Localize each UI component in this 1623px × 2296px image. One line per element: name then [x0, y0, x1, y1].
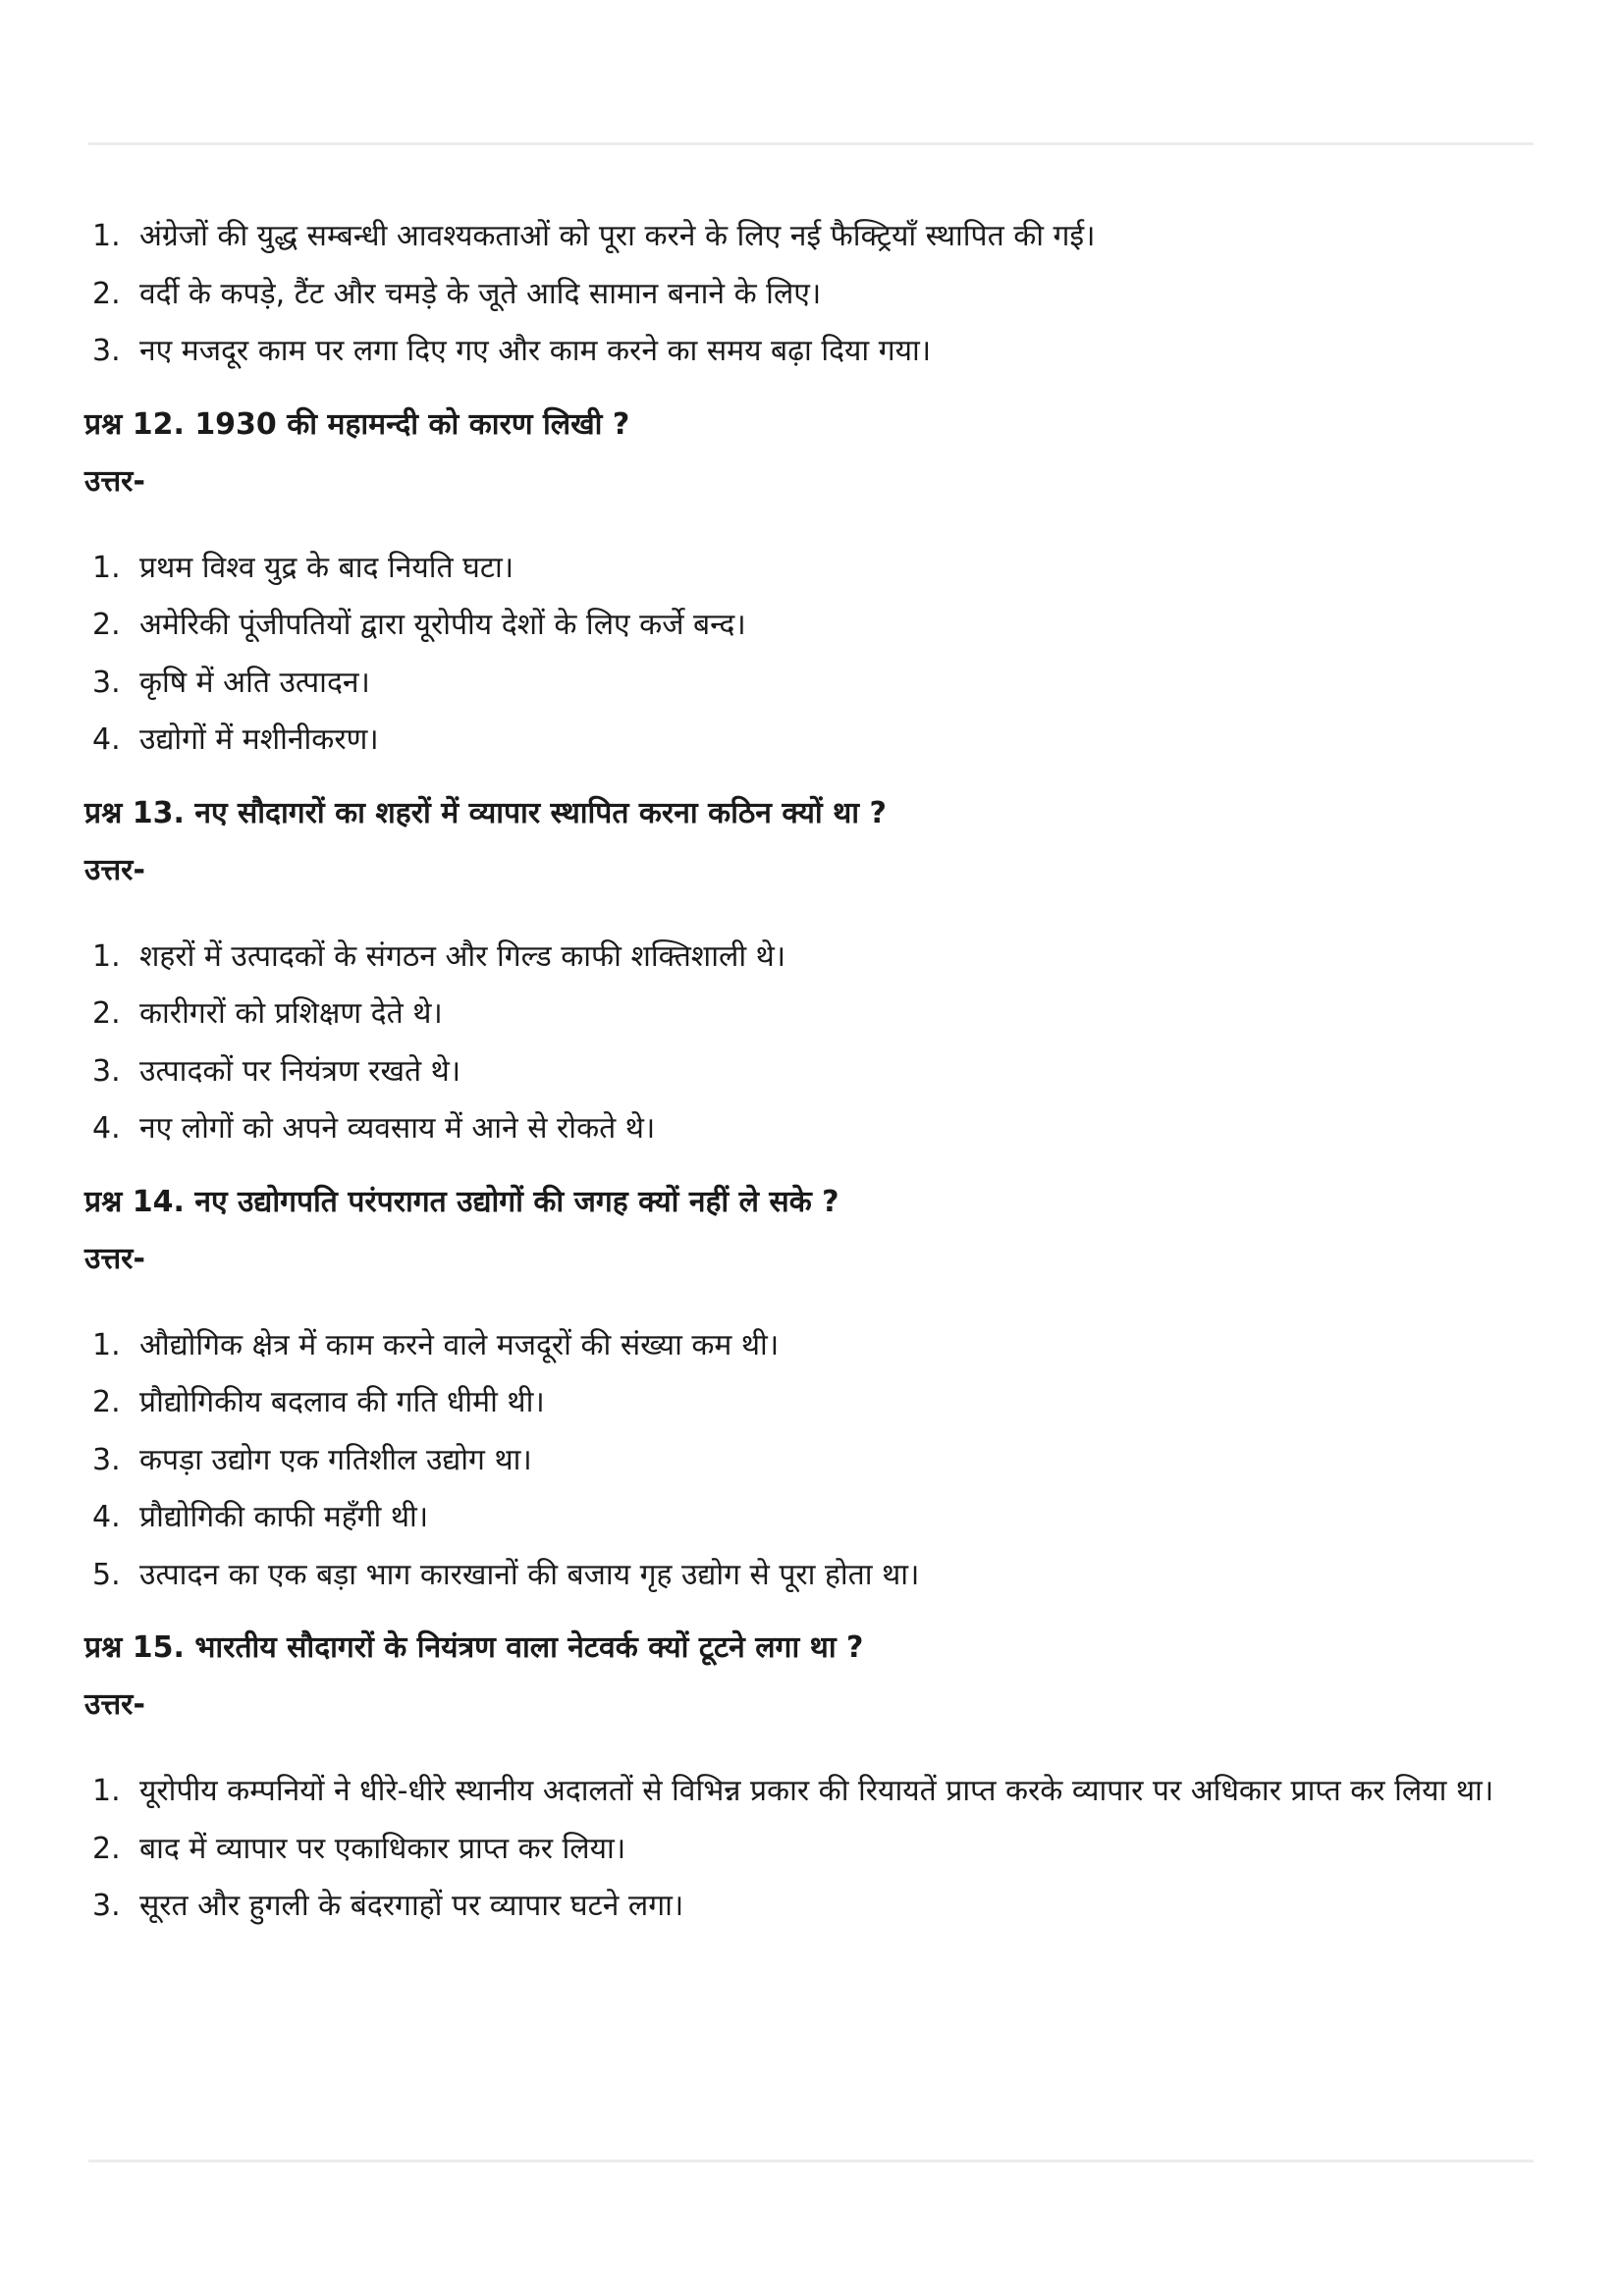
item-number: 3. [92, 1053, 121, 1089]
item-text: कृषि में अति उत्पादन। [139, 665, 370, 700]
item-text: औद्योगिक क्षेत्र में काम करने वाले मजदूरों की संख्या कम थी। [139, 1327, 780, 1362]
answer-list [84, 929, 1538, 1158]
item-text: प्रौद्योगिकी काफी महँगी थी। [139, 1500, 429, 1534]
list-item [84, 540, 1538, 598]
item-number: 4. [92, 1500, 121, 1534]
item-number: 1. [92, 219, 121, 253]
question-heading: प्रश्न 14. नए उद्योगपति परंपरागत उद्योगों की जगह क्यों नहीं ले सके ? [84, 1184, 839, 1219]
item-text: प्रौद्योगिकीय बदलाव की गति धीमी थी। [139, 1385, 545, 1419]
item-text: उत्पादन का एक बड़ा भाग कारखानों की बजाय गृह उद्योग से पूरा होता था। [139, 1557, 920, 1592]
item-number: 1. [92, 550, 121, 585]
item-number: 4. [92, 722, 121, 757]
item-text: अंग्रेजों की युद्ध सम्बन्धी आवश्यकताओं को पूरा करने के लिए नई फैक्ट्रियाँ स्थापित की गई। [139, 219, 1096, 253]
answer-block-continued [84, 208, 1538, 381]
question-block-14 [84, 1174, 1538, 1605]
list-item [84, 986, 1538, 1043]
list-item [84, 1763, 1538, 1821]
item-text: अमेरिकी पूंजीपतियों द्वारा यूरोपीय देशों के लिए कर्जे बन्द। [139, 608, 746, 642]
question-block-15 [84, 1620, 1538, 1936]
list-item [84, 929, 1538, 987]
answer-label: उत्तर- [84, 1241, 145, 1276]
bottom-divider [88, 2160, 1534, 2163]
item-number: 2. [92, 276, 121, 311]
answer-label: उत्तर- [84, 463, 145, 499]
item-text: प्रथम विश्व युद्र के बाद नियति घटा। [139, 550, 514, 585]
list-item [84, 655, 1538, 713]
list-item [84, 1547, 1538, 1605]
question-heading: प्रश्न 13. नए सौदागरों का शहरों में व्यापार स्थापित करना कठिन क्यों था ? [84, 795, 887, 830]
item-text: नए मजदूर काम पर लगा दिए गए और काम करने का समय बढ़ा दिया गया। [139, 334, 932, 368]
list-item [84, 1100, 1538, 1158]
answer-list [84, 1317, 1538, 1605]
list-item [84, 208, 1538, 266]
list-item [84, 1432, 1538, 1490]
question-block-13 [84, 785, 1538, 1158]
list-item [84, 597, 1538, 655]
item-number: 1. [92, 938, 121, 974]
list-item [84, 1043, 1538, 1101]
item-text: सूरत और हुगली के बंदरगाहों पर व्यापार घटने लगा। [139, 1889, 684, 1923]
item-text: बाद में व्यापार पर एकाधिकार प्राप्त कर लिया। [139, 1831, 626, 1866]
item-text: शहरों में उत्पादकों के संगठन और गिल्ड काफी शक्तिशाली थे। [139, 938, 786, 974]
item-text: उत्पादकों पर नियंत्रण रखते थे। [139, 1053, 461, 1089]
list-item [84, 1821, 1538, 1879]
item-number: 2. [92, 608, 121, 642]
item-text: कपड़ा उद्योग एक गतिशील उद्योग था। [139, 1442, 532, 1477]
item-text: उद्योगों में मशीनीकरण। [139, 722, 379, 757]
top-divider [88, 142, 1534, 145]
list-item [84, 1374, 1538, 1432]
answer-list [84, 540, 1538, 770]
answer-list [84, 1763, 1538, 1936]
answer-label: उत्तर- [84, 852, 145, 887]
question-block-12 [84, 397, 1538, 770]
list-item [84, 266, 1538, 324]
question-heading: प्रश्न 12. 1930 की महामन्दी को कारण लिखी ? [84, 406, 630, 442]
item-number: 3. [92, 334, 121, 368]
item-number: 2. [92, 1831, 121, 1866]
list-item [84, 1317, 1538, 1375]
item-number: 2. [92, 1385, 121, 1419]
question-heading: प्रश्न 15. भारतीय सौदागरों के नियंत्रण वाला नेटवर्क क्यों टूटने लगा था ? [84, 1630, 864, 1665]
item-number: 3. [92, 1889, 121, 1923]
item-text: वर्दी के कपड़े, टैंट और चमड़े के जूते आदि सामान बनाने के लिए। [139, 276, 822, 311]
item-text: कारीगरों को प्रशिक्षण देते थे। [139, 996, 443, 1031]
item-number: 4. [92, 1111, 121, 1146]
item-text: यूरोपीय कम्पनियों ने धीरे-धीरे स्थानीय अदालतों से विभिन्न प्रकार की रियायतें प्राप्त करके व्यापार पर अधिकार प्राप्त कर लिया था। [139, 1774, 1494, 1808]
list-item [84, 712, 1538, 770]
item-number: 3. [92, 1442, 121, 1477]
list-item [84, 1489, 1538, 1547]
item-number: 1. [92, 1327, 121, 1362]
document-body [84, 208, 1538, 1936]
item-number: 1. [92, 1774, 121, 1808]
list-item [84, 323, 1538, 381]
item-number: 3. [92, 665, 121, 700]
answer-list [84, 208, 1538, 381]
answer-label: उत्तर- [84, 1687, 145, 1722]
item-number: 2. [92, 996, 121, 1031]
list-item [84, 1878, 1538, 1936]
item-text: नए लोगों को अपने व्यवसाय में आने से रोकते थे। [139, 1111, 656, 1146]
item-number: 5. [92, 1557, 121, 1592]
